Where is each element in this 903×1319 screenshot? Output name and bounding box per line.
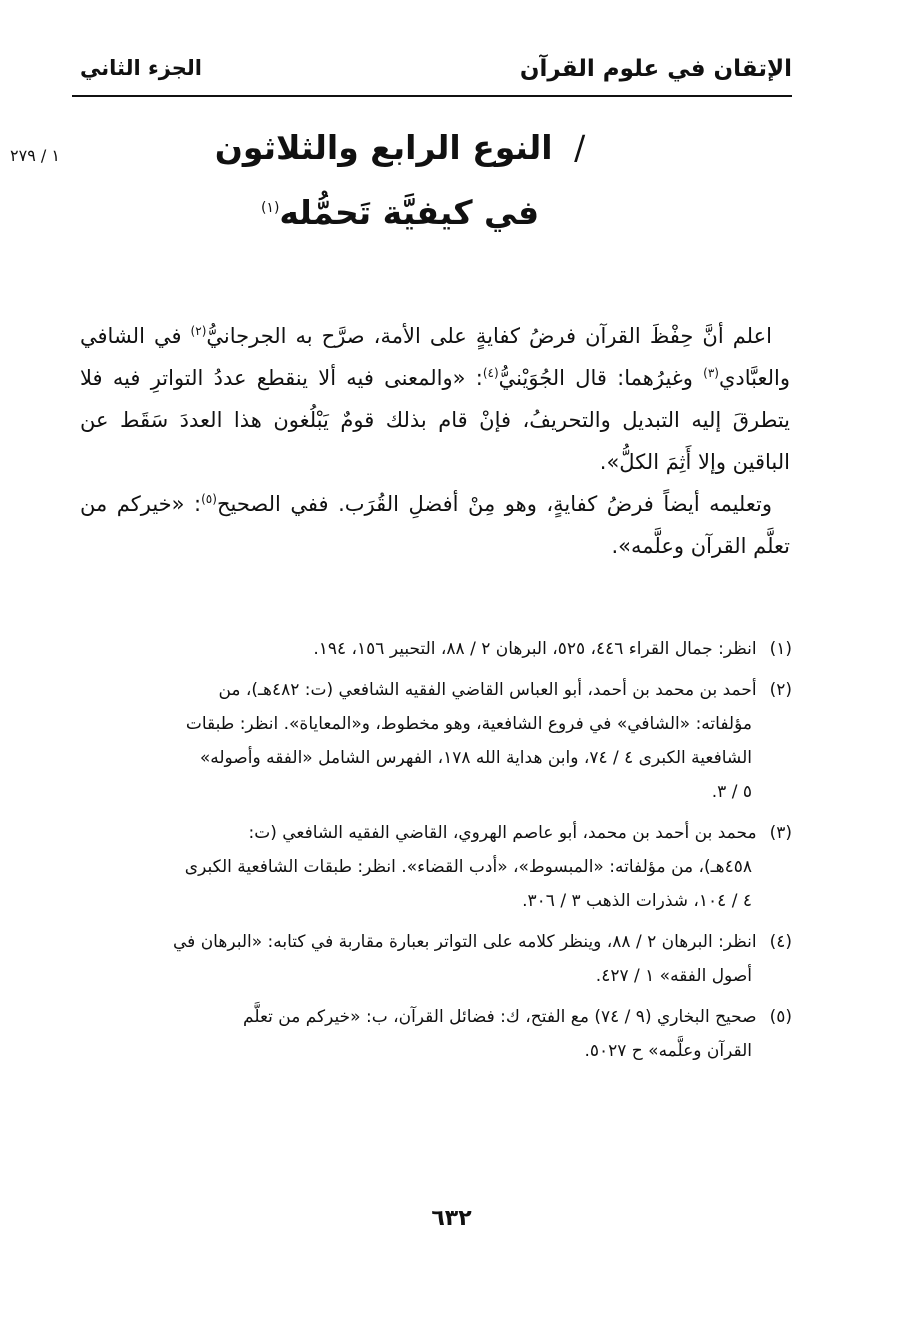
header-part-label: الجزء الثاني — [80, 56, 203, 80]
header-rule — [72, 95, 792, 97]
chapter-title — [120, 128, 680, 167]
margin-reference: ١ / ٢٧٩ — [10, 146, 60, 165]
footnote-number: (٤) — [769, 932, 792, 952]
footnote-ref: (٥) — [201, 492, 217, 506]
footnote-number: (١) — [769, 639, 792, 659]
chapter-subtitle — [120, 193, 680, 232]
main-text — [80, 315, 790, 567]
title-slash-marker: / — [574, 128, 586, 167]
chapter-title-line2: في كيفيَّة تَحمُّله — [279, 193, 540, 232]
footnote-number: (٣) — [769, 823, 792, 843]
chapter-title-line1: النوع الرابع والثلاثون — [214, 128, 553, 167]
footnote-ref: (٤) — [482, 366, 499, 380]
header-book-title: الإتقان في علوم القرآن — [519, 56, 792, 82]
running-header — [72, 52, 792, 98]
footnote-ref: (٣) — [703, 366, 719, 380]
footnote-4: (٤) انظر: البرهان ٢ / ٨٨، وينظر كلامه على التواتر بعبارة مقاربة في كتابه: «البرهان في أصول الفقه» ١ / ٤٢٧. — [80, 925, 792, 993]
footnote-2: (٢) أحمد بن محمد بن أحمد، أبو العباس القاضي الفقيه الشافعي (ت: ٤٨٢هـ)، من مؤلفاته: «الشافي» في فروع الشافعية، وهو مخطوط، و«المعاياة». انظر: طبقات الشافعية الكبرى ٤ / ٧٤، وابن هداية الله ١٧٨، الفهرس الشامل «الفقه وأصوله» ٥ / ٣. — [80, 673, 792, 809]
footnote-number: (٢) — [769, 680, 792, 700]
footnotes — [80, 632, 792, 1075]
footnote-1: (١) انظر: جمال القراء ٤٤٦، ٥٢٥، البرهان ٢ / ٨٨، التحبير ١٥٦، ١٩٤. — [80, 632, 792, 666]
footnote-ref: (٢) — [190, 324, 207, 338]
footnote-number: (٥) — [769, 1007, 792, 1027]
title-footnote-mark: (١) — [260, 200, 280, 216]
paragraph-1: اعلم أنَّ حِفْظَ القرآن فرضُ كفايةٍ على الأمة، صرَّح به الجرجانيُّ$^{(٢)}$ في الشافي والعبَّادي$^{(٣)}$ وغيرُهما: قال الجُوَيْنيُّ$^{(٤)}$: «والمعنى فيه ألا ينقطع عددُ التواترِ فيه فلا يتطرقَ إليه التبديل والتحريفُ، فإنْ قام بذلك قومٌ يَبْلُغون هذا العددَ سَقَط عن الباقين وإلا أَثِمَ الكلُّ». — [80, 324, 791, 474]
paragraph-2: وتعليمه أيضاً فرضُ كفايةٍ، وهو مِنْ أفضلِ القُرَب. ففي الصحيح$^{(٥)}$: «خيركم من تعلَّم القرآن وعلَّمه». — [80, 492, 790, 558]
footnote-3: (٣) محمد بن أحمد بن محمد، أبو عاصم الهروي، القاضي الفقيه الشافعي (ت: ٤٥٨هـ)، من مؤلفاته: «المبسوط»، «أدب القضاء». انظر: طبقات الشافعية الكبرى ٤ / ١٠٤، شذرات الذهب ٣ / ٣٠٦. — [80, 816, 792, 918]
page-number: ٦٣٢ — [431, 1206, 472, 1231]
footnote-5: (٥) صحيح البخاري (٩ / ٧٤) مع الفتح، ك: فضائل القرآن، ب: «خيركم من تعلَّم القرآن وعلَّمه» ح ٥٠٢٧. — [80, 1000, 792, 1068]
